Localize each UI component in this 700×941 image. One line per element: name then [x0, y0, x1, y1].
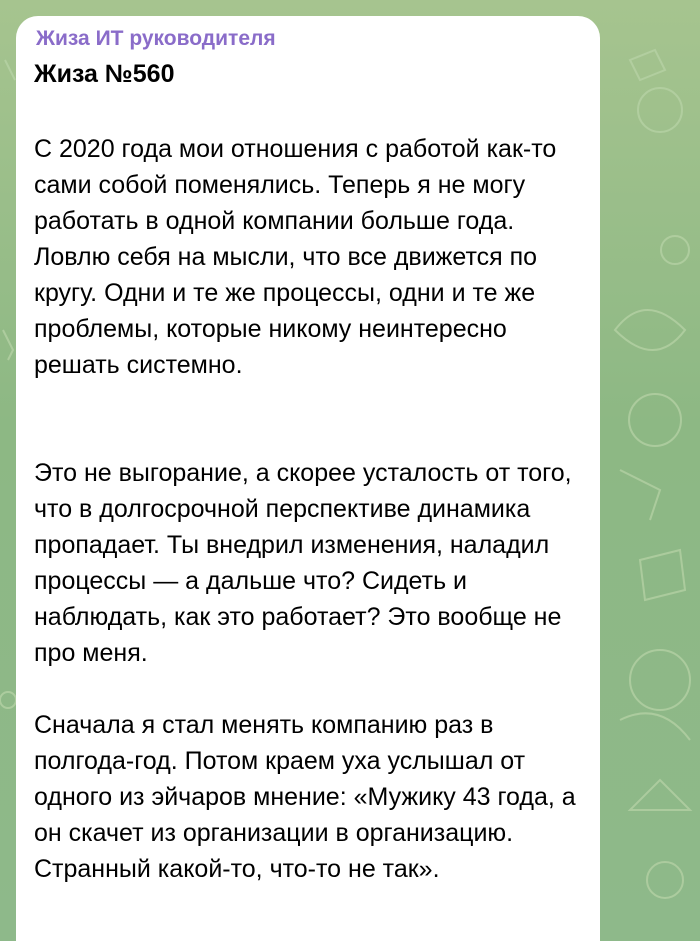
post-title: Жиза №560 — [34, 60, 175, 88]
channel-name[interactable]: Жиза ИТ руководителя — [36, 27, 276, 50]
message-paragraph: Это не выгорание, а скорее усталость от того, что в долгосрочной перспективе динамика пропадает. Ты внедрил изменения, наладил процессы — а дальше что? Сидеть и наблюдать, как это работает? Это вообще не про меня. — [34, 459, 572, 667]
message-paragraph: С 2020 года мои отношения с работой как-то сами собой поменялись. Теперь я не могу работать в одной компании больше года. Ловлю себя на мысли, что все движется по кругу. Одни и те же процессы, одни и те же проблемы, которые никому неинтересно решать системно. — [34, 135, 557, 379]
message-paragraph: Сначала я стал менять компанию раз в полгода-год. Потом краем уха услышал от одного из эйчаров мнение: «Мужику 43 года, а он скачет из организации в организацию. Странный какой-то, что-то не так». — [34, 711, 576, 883]
